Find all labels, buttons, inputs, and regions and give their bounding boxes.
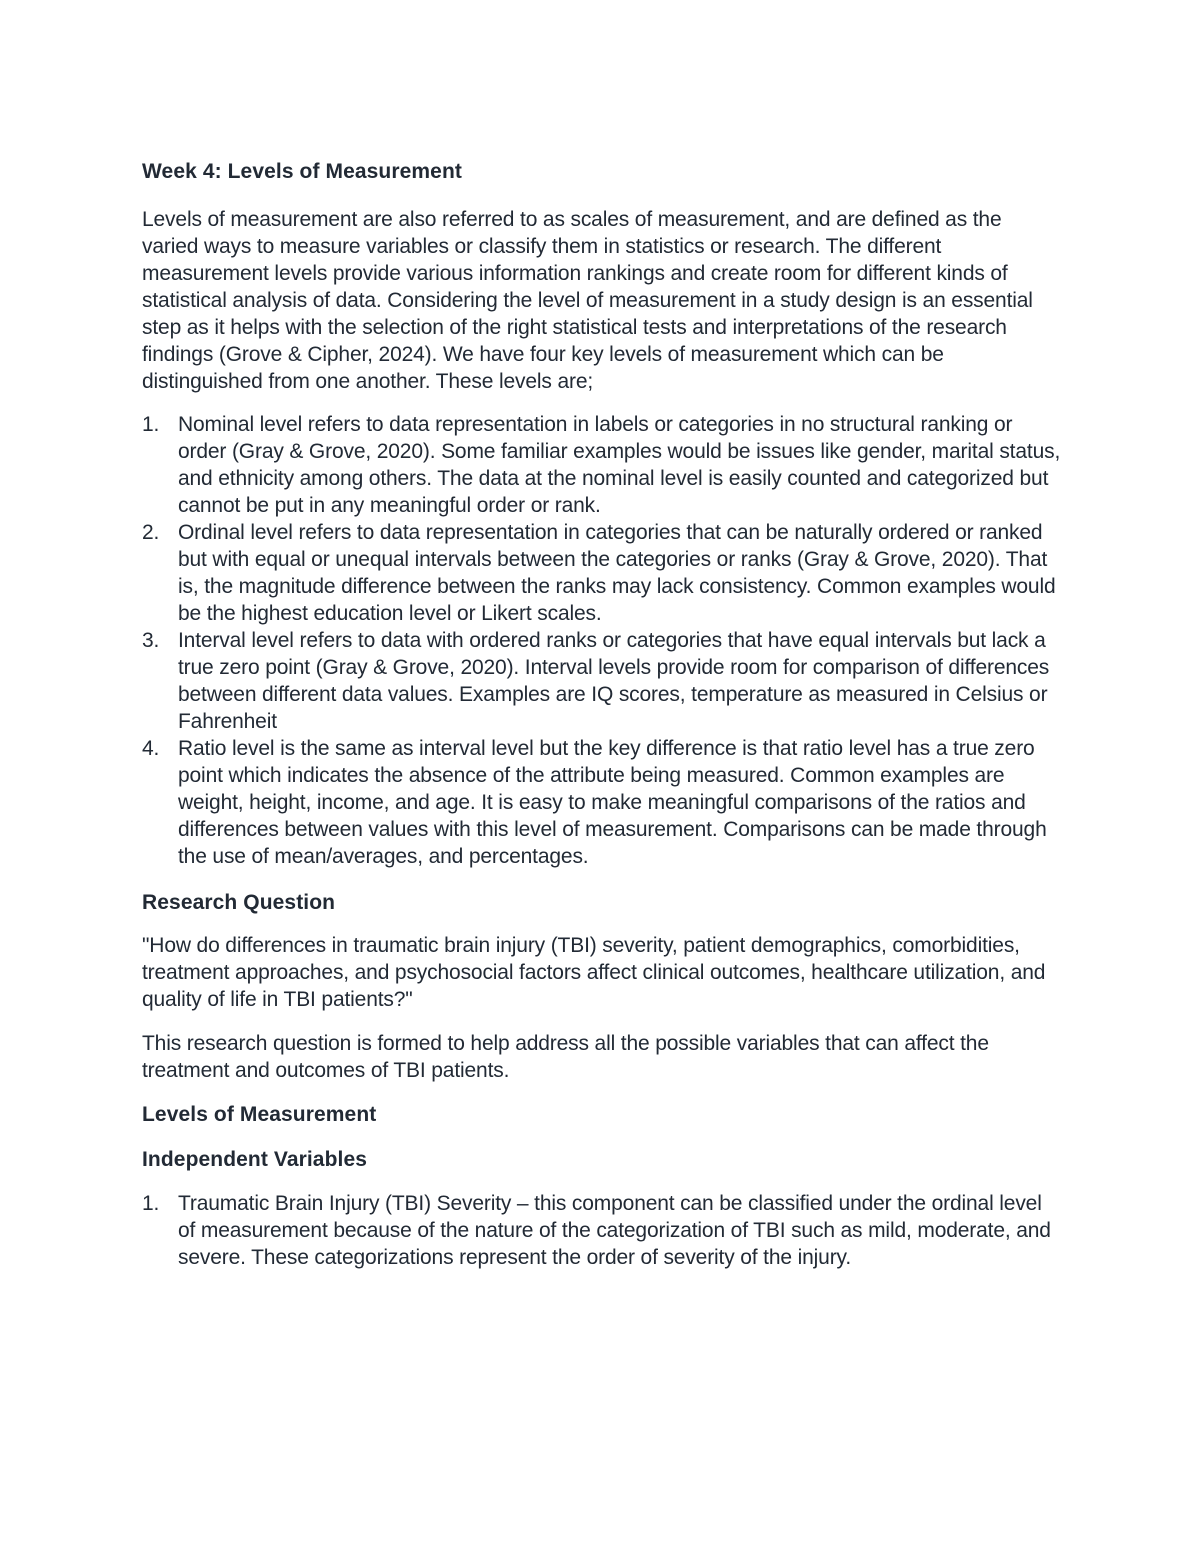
independent-variables-heading: Independent Variables [142, 1148, 367, 1171]
list-item-text: Traumatic Brain Injury (TBI) Severity – this component can be classified under the ordinal level of measurement because of the nature of the categorization of TBI such as mild, moderate, and severe. These categorizations represent the order of severity of the injury. [178, 1192, 1051, 1269]
list-item-number: 3. [142, 629, 160, 652]
levels-list [142, 411, 1062, 870]
list-item [142, 627, 1062, 735]
research-explanation: This research question is formed to help address all the possible variables that can affect the treatment and outcomes of TBI patients. [142, 1032, 989, 1082]
list-item [142, 519, 1062, 627]
list-item-text: Nominal level refers to data representation in labels or categories in no structural ranking or order (Gray & Grove, 2020). Some familiar examples would be issues like gender, marital status, and ethnicity among others. The data at the nominal level is easily counted and categorized but cannot be put in any meaningful order or rank. [178, 413, 1061, 517]
list-item-number: 1. [142, 1192, 160, 1215]
list-item-text: Interval level refers to data with ordered ranks or categories that have equal intervals but lack a true zero point (Gray & Grove, 2020). Interval levels provide room for comparison of differences between different data values. Examples are IQ scores, temperature as measured in Celsius or Fahrenheit [178, 629, 1050, 733]
list-item-text: Ratio level is the same as interval level but the key difference is that ratio level has a true zero point which indicates the absence of the attribute being measured. Common examples are weight, height, income, and age. It is easy to make meaningful comparisons of the ratios and differences between values with this level of measurement. Comparisons can be made through the use of mean/averages, and percentages. [178, 737, 1047, 868]
list-item-text: Ordinal level refers to data representation in categories that can be naturally ordered or ranked but with equal or unequal intervals between the categories or ranks (Gray & Grove, 2020). That is, the magnitude difference between the ranks may lack consistency. Common examples would be the highest education level or Likert scales. [178, 521, 1056, 625]
list-item-number: 4. [142, 737, 160, 760]
list-item-number: 1. [142, 413, 160, 436]
document-title: Week 4: Levels of Measurement [142, 160, 462, 183]
independent-variables-list [142, 1190, 1062, 1271]
list-item [142, 735, 1062, 870]
intro-paragraph: Levels of measurement are also referred to as scales of measurement, and are defined as the varied ways to measure variables or classify them in statistics or research. The different measurement levels provide various information rankings and create room for different kinds of statistical analysis of data. Considering the level of measurement in a study design is an essential step as it helps with the selection of the right statistical tests and interpretations of the research findings (Grove & Cipher, 2024). We have four key levels of measurement which can be distinguished from one another. These levels are; [142, 208, 1033, 393]
research-question-heading: Research Question [142, 891, 336, 914]
document-page [142, 158, 1062, 1271]
list-item [142, 411, 1062, 519]
research-question-text: "How do differences in traumatic brain injury (TBI) severity, patient demographics, comorbidities, treatment approaches, and psychosocial factors affect clinical outcomes, healthcare utilization, and quality of life in TBI patients?" [142, 934, 1046, 1011]
list-item-number: 2. [142, 521, 160, 544]
list-item [142, 1190, 1062, 1271]
levels-heading: Levels of Measurement [142, 1103, 377, 1126]
